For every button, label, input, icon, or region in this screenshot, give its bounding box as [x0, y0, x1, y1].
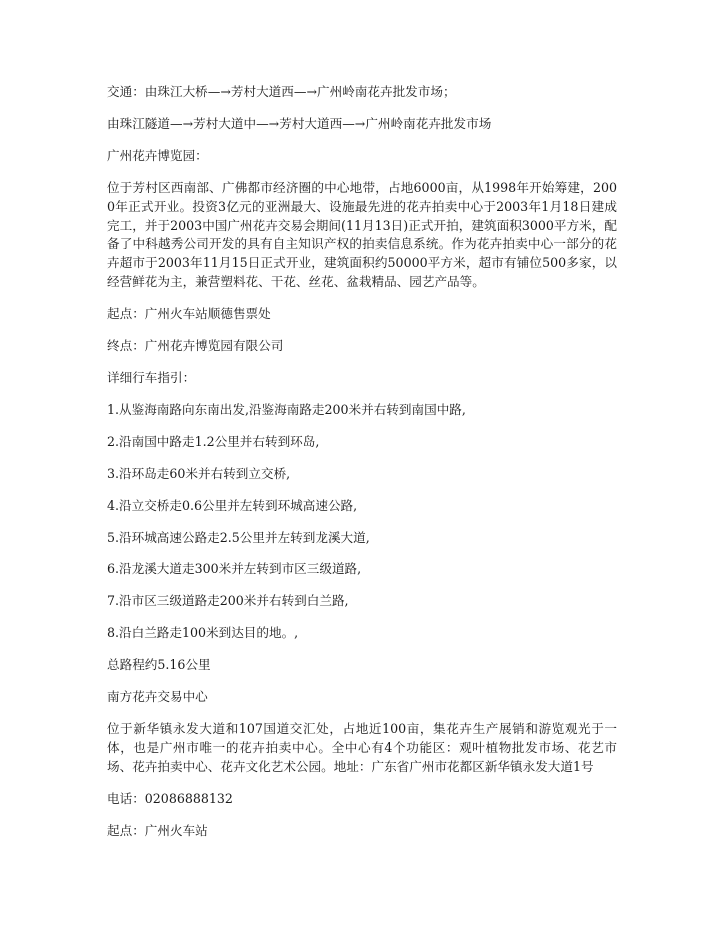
- expo-description: 位于芳村区西南部、广佛都市经济圈的中心地带，占地6000亩，从1998年开始筹建，2000年正式开业。投资3亿元的亚洲最大、设施最先进的花卉拍卖中心于2003年1月18日建成完工，并于2003中国广州花卉交易会期间(11月13日)正式开拍，建筑面积3000平方米，配备了中科越秀公司开发的具有自主知识产权的拍卖信息系统。作为花卉拍卖中心一部分的花卉超市于2003年11月15日正式开业，建筑面积约50000平方米，超市有铺位500多家，以经营鲜花为主，兼营塑料花、干花、丝花、盆栽精品、园艺产品等。: [107, 179, 617, 290]
- direction-step-3: 3.沿环岛走60米并右转到立交桥,: [107, 465, 291, 481]
- transport-route-2: 由珠江隧道—→芳村大道中—→芳村大道西—→广州岭南花卉批发市场: [107, 115, 492, 131]
- direction-step-8: 8.沿白兰路走100米到达目的地。,: [107, 625, 299, 641]
- direction-step-2: 2.沿南国中路走1.2公里并右转到环岛,: [107, 433, 320, 449]
- start-point-2: 起点：广州火车站: [107, 822, 208, 838]
- end-point: 终点：广州花卉博览园有限公司: [107, 338, 284, 354]
- direction-step-4: 4.沿立交桥走0.6公里并左转到环城高速公路,: [107, 497, 358, 513]
- total-distance: 总路程约5.16公里: [107, 657, 211, 673]
- direction-step-1: 1.从鉴海南路向东南出发,沿鉴海南路走200米并右转到南国中路,: [107, 401, 466, 417]
- south-market-description: 位于新华镇永发大道和107国道交汇处，占地近100亩，集花卉生产展销和游览观光于一体，也是广州市唯一的花卉拍卖中心。全中心有4个功能区：观叶植物批发市场、花艺市场、花卉拍卖中心、花卉文化艺术公园。地址：广东省广州市花都区新华镇永发大道1号: [107, 720, 617, 774]
- directions-heading: 详细行车指引：: [107, 369, 196, 385]
- document-page: [107, 83, 617, 853]
- direction-step-7: 7.沿市区三级道路走200米并右转到白兰路,: [107, 593, 349, 609]
- direction-step-5: 5.沿环城高速公路走2.5公里并左转到龙溪大道,: [107, 529, 370, 545]
- direction-step-6: 6.沿龙溪大道走300米并左转到市区三级道路,: [107, 561, 362, 577]
- phone-number: 电话：02086888132: [107, 790, 233, 806]
- south-market-heading: 南方花卉交易中心: [107, 689, 208, 705]
- expo-heading: 广州花卉博览园：: [107, 147, 208, 163]
- transport-route-1: 交通：由珠江大桥—→芳村大道西—→广州岭南花卉批发市场；: [107, 84, 456, 99]
- start-point: 起点：广州火车站顺德售票处: [107, 306, 271, 322]
